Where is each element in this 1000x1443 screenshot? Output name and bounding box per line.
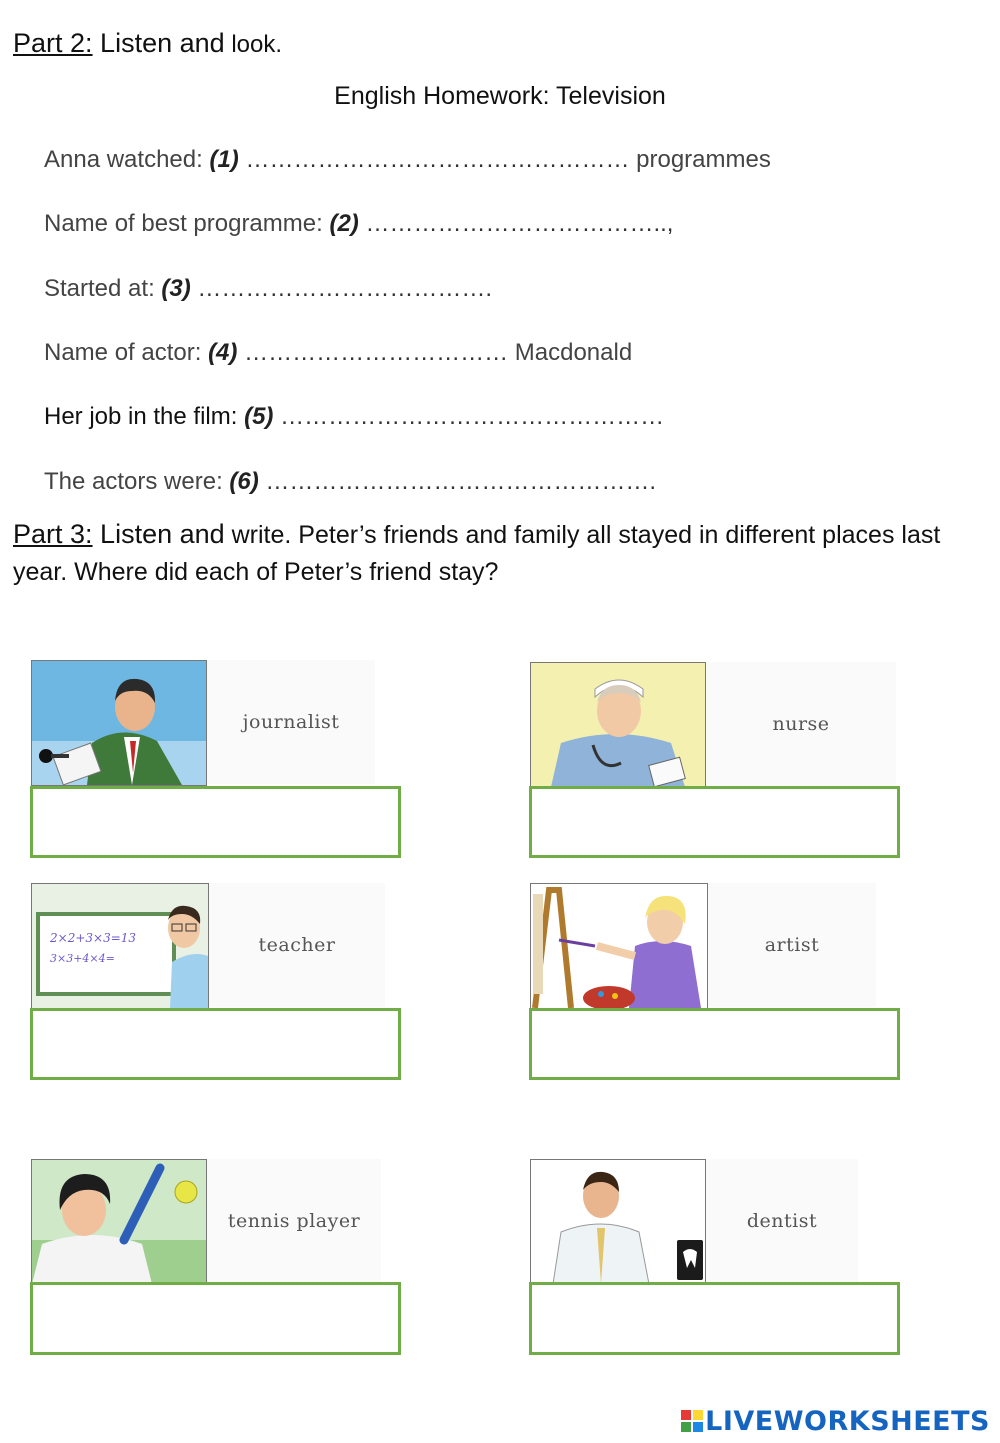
tennis-player-label: tennis player [227,1210,361,1232]
question-6-blank: …………………………………………. [258,468,657,495]
part3-text: Peter’s friends and family all stayed in different places last year. Where did each of Peter’s friend stay? [13,521,941,586]
teacher-label: teacher [258,934,336,956]
question-3-prefix: Started at: [44,275,162,302]
journalist-label: journalist [242,711,340,733]
nurse-picture [530,662,706,788]
part3-instructions [13,516,973,591]
question-6-prefix: The actors were: [44,468,230,495]
answer-box-nurse[interactable] [529,786,900,858]
part3-label: Part 3: [13,519,93,549]
question-4-number: (4) [208,339,238,366]
nurse-label: nurse [772,713,830,735]
liveworksheets-logo [681,1406,990,1437]
nurse-label-panel [706,662,896,786]
dentist-label-panel [706,1159,858,1283]
question-4-suffix: Macdonald [514,339,633,366]
question-2-blank: ……………………………….., [358,210,674,237]
question-6-number: (6) [229,468,259,495]
tennis-player-picture [31,1159,207,1285]
question-2-number: (2) [329,210,359,237]
part3-heading-text: Listen and [92,519,225,549]
question-2-prefix: Name of best programme: [44,210,330,237]
artist-label-panel [708,883,876,1007]
question-line-5 [44,403,664,431]
journalist-label-panel [207,660,375,784]
question-5-number: (5) [244,403,274,430]
question-4-prefix: Name of actor: [44,339,209,366]
worksheet-title: English Homework: Television [334,82,666,110]
answer-box-artist[interactable] [529,1008,900,1080]
part2-heading-small: look. [224,31,283,58]
question-5-prefix: Her job in the film: [44,403,245,430]
part3-heading-small: write. [224,521,292,549]
part2-label: Part 2: [13,28,93,58]
question-1-suffix: programmes [636,146,771,173]
liveworksheets-logo-icon [681,1410,705,1434]
whiteboard-line-1: 2×2+3×3=13 [50,931,137,945]
question-5-blank: ………………………………………… [273,403,665,430]
question-1-blank: ………………………………………… [238,146,637,173]
artist-picture [530,883,708,1009]
question-3-number: (3) [161,275,191,302]
part2-heading [13,28,282,59]
question-3-blank: ………………………………. [190,275,493,302]
question-line-3 [44,275,492,303]
question-line-1 [44,146,771,174]
answer-box-tennis-player[interactable] [30,1282,401,1355]
answer-box-dentist[interactable] [529,1282,900,1355]
teacher-label-panel [209,883,385,1007]
question-1-number: (1) [209,146,239,173]
part2-heading-text: Listen and [92,28,225,58]
question-4-blank: …………………………… [237,339,515,366]
question-line-2 [44,210,673,238]
answer-box-teacher[interactable] [30,1008,401,1080]
answer-box-journalist[interactable] [30,786,401,858]
question-1-prefix: Anna watched: [44,146,210,173]
whiteboard-line-2: 3×3+4×4= [50,952,115,965]
tennis-player-label-panel [207,1159,381,1283]
dentist-picture [530,1159,706,1285]
question-line-6 [44,468,656,496]
question-line-4 [44,339,632,367]
dentist-label: dentist [746,1210,818,1232]
liveworksheets-logo-text: LIVEWORKSHEETS [705,1406,990,1437]
artist-label: artist [764,934,820,956]
journalist-picture [31,660,207,786]
teacher-picture [31,883,209,1009]
